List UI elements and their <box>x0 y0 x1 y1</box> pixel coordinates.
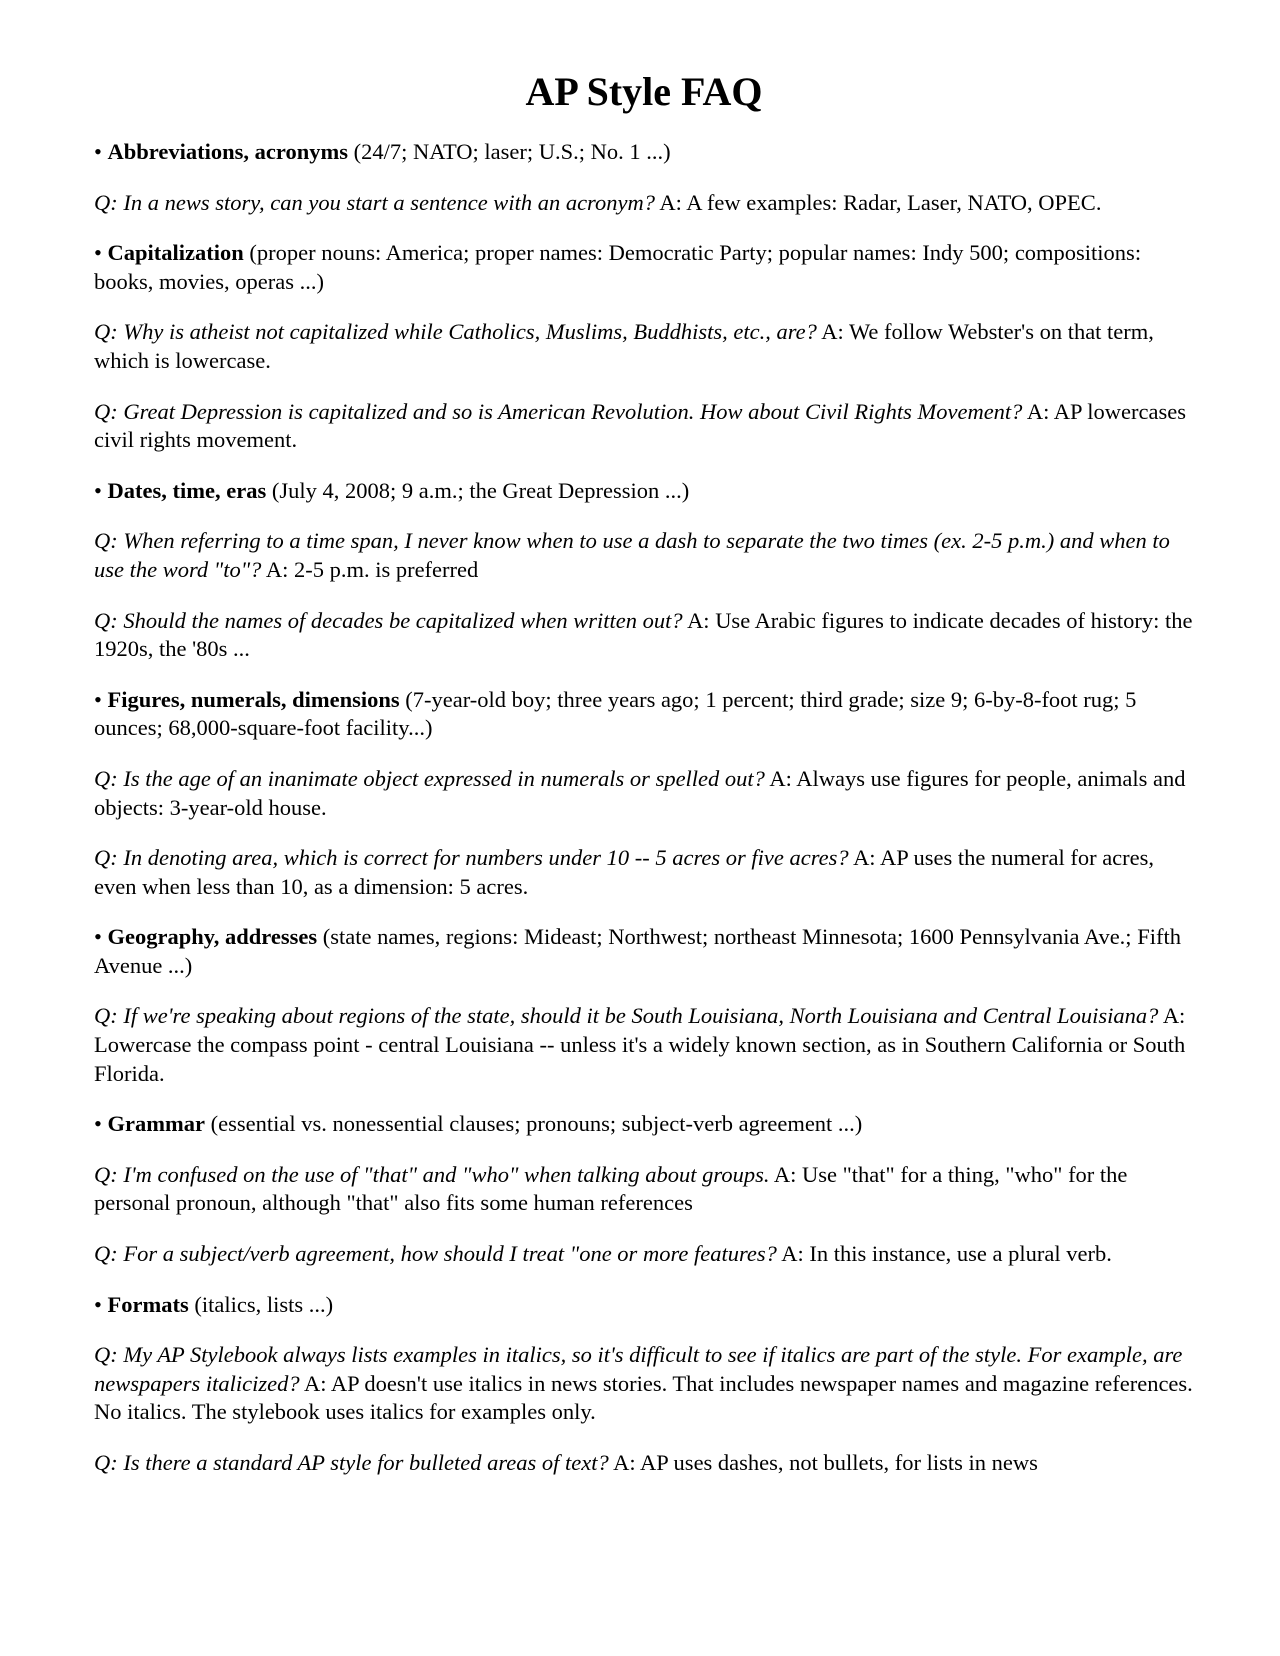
qa-item <box>94 527 1194 584</box>
topic-examples: (proper nouns: America; proper names: Democratic Party; popular names: Indy 500; compositions: books, movies, operas ...) <box>94 240 1142 294</box>
topic-name: Geography, addresses <box>107 924 318 950</box>
topic-heading: • Figures, numerals, dimensions (7-year-old boy; three years ago; 1 percent; third grade; size 9; 6-by-8-foot rug; 5 ounces; 68,000-square-foot facility...) <box>94 686 1137 741</box>
topic-name: Formats <box>107 1291 189 1317</box>
qa-item <box>94 1002 1194 1088</box>
qa-item <box>94 189 1194 218</box>
answer: A: In this instance, use a plural verb. <box>781 1241 1112 1267</box>
question: Q: I'm confused on the use of "that" and "who" when talking about groups. <box>94 1161 770 1187</box>
question: Q: My AP Stylebook always lists examples in italics, so it's difficult to see if italics are part of the style. For example, are newspapers italicized? <box>94 1342 1183 1396</box>
qa-item <box>94 1161 1194 1218</box>
question: Q: Is there a standard AP style for bulleted areas of text? <box>94 1450 609 1475</box>
answer: A: AP uses the numeral for acres, even when less than 10, as a dimension: 5 acres. <box>94 845 1155 899</box>
answer: A: Lowercase the compass point - central Louisiana -- unless it's a widely known section, as in Southern California or South Florida. <box>94 1003 1186 1086</box>
topic-name: Figures, numerals, dimensions <box>107 686 400 712</box>
answer: A: Always use figures for people, animals and objects: 3-year-old house. <box>94 765 1186 820</box>
question: Q: For a subject/verb agreement, how should I treat "one or more features? <box>94 1241 777 1267</box>
answer: A: A few examples: Radar, Laser, NATO, OPEC. <box>659 189 1102 215</box>
topic-examples: (7-year-old boy; three years ago; 1 percent; third grade; size 9; 6-by-8-foot rug; 5 ounces; 68,000-square-foot facility...) <box>94 686 1137 741</box>
question: Q: In denoting area, which is correct for numbers under 10 -- 5 acres or five acres? <box>94 845 849 871</box>
qa-item <box>94 1341 1194 1427</box>
topic-examples: (July 4, 2008; 9 a.m.; the Great Depression ...) <box>271 477 690 503</box>
topic-heading: • Grammar (essential vs. nonessential clauses; pronouns; subject-verb agreement ...) <box>94 1111 863 1137</box>
topic-examples: (24/7; NATO; laser; U.S.; No. 1 ...) <box>353 139 671 164</box>
qa-item <box>94 398 1194 455</box>
question: Q: Great Depression is capitalized and so is American Revolution. How about Civil Rights Movement? <box>94 398 1023 424</box>
answer: A: AP lowercases civil rights movement. <box>94 398 1186 453</box>
question: Q: Why is atheist not capitalized while Catholics, Muslims, Buddhists, etc., are? <box>94 319 817 345</box>
topic-heading: • Abbreviations, acronyms (24/7; NATO; laser; U.S.; No. 1 ...) <box>94 139 671 164</box>
topic-name: Abbreviations, acronyms <box>107 139 348 164</box>
answer: A: We follow Webster's on that term, which is lowercase. <box>94 319 1154 373</box>
topic-examples: (essential vs. nonessential clauses; pronouns; subject-verb agreement ...) <box>210 1111 863 1137</box>
question: Q: When referring to a time span, I never know when to use a dash to separate the two times (ex. 2-5 p.m.) and when to use the word "to"? <box>94 528 1170 582</box>
answer: A: AP uses dashes, not bullets, for lists in news <box>613 1450 1038 1475</box>
qa-item <box>94 607 1194 664</box>
topic-examples: (state names, regions: Mideast; Northwest; northeast Minnesota; 1600 Pennsylvania Ave.; Fifth Avenue ...) <box>94 924 1181 978</box>
qa-item <box>94 318 1194 375</box>
question: Q: In a news story, can you start a sentence with an acronym? <box>94 189 655 215</box>
topic-heading: • Capitalization (proper nouns: America; proper names: Democratic Party; popular names: Indy 500; compositions: books, movies, operas ...) <box>94 240 1142 294</box>
question: Q: Is the age of an inanimate object expressed in numerals or spelled out? <box>94 765 765 791</box>
topic-heading: • Formats (italics, lists ...) <box>94 1291 334 1317</box>
answer: A: AP doesn't use italics in news stories. That includes newspaper names and magazine references. No italics. The stylebook uses italics for examples only. <box>94 1370 1193 1425</box>
topic-examples: (italics, lists ...) <box>194 1291 334 1317</box>
qa-item <box>94 1449 1194 1478</box>
question: Q: Should the names of decades be capitalized when written out? <box>94 607 683 633</box>
document-page <box>94 66 1194 1500</box>
answer: A: Use "that" for a thing, "who" for the personal pronoun, although "that" also fits some human references <box>94 1161 1128 1216</box>
topic-name: Capitalization <box>107 240 244 266</box>
page-title: AP Style FAQ <box>525 69 763 114</box>
topic-heading: • Geography, addresses (state names, regions: Mideast; Northwest; northeast Minnesota; 1600 Pennsylvania Ave.; Fifth Avenue ...) <box>94 924 1181 978</box>
qa-item <box>94 844 1194 901</box>
question: Q: If we're speaking about regions of the state, should it be South Louisiana, North Louisiana and Central Louisiana? <box>94 1003 1159 1029</box>
topic-heading: • Dates, time, eras (July 4, 2008; 9 a.m.; the Great Depression ...) <box>94 477 690 503</box>
qa-item <box>94 1240 1194 1269</box>
qa-item <box>94 765 1194 822</box>
topic-name: Dates, time, eras <box>107 477 267 503</box>
topic-name: Grammar <box>107 1111 205 1137</box>
answer: A: Use Arabic figures to indicate decades of history: the 1920s, the '80s ... <box>94 607 1193 662</box>
answer: A: 2-5 p.m. is preferred <box>265 556 479 582</box>
